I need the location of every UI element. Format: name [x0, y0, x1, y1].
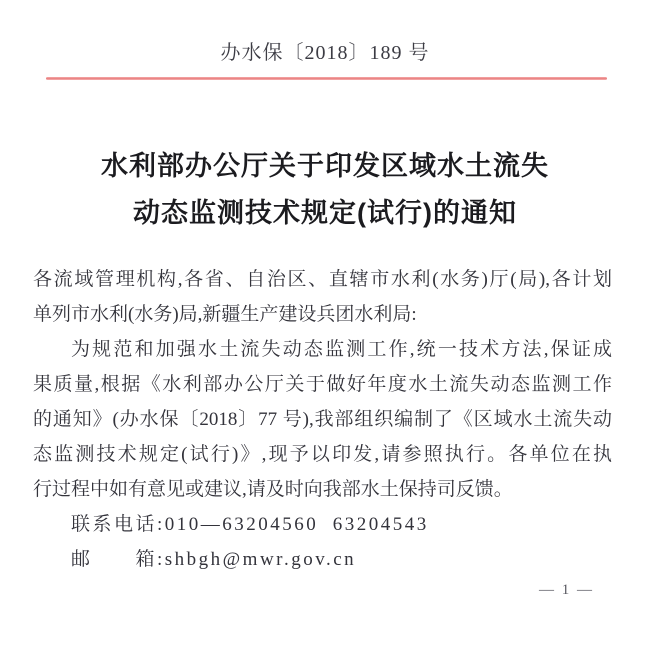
contact-phone-line: 联系电话:010—63204560 63204543: [71, 514, 429, 535]
contact-email-line: 邮 箱:shbgh@mwr.gov.cn: [71, 549, 357, 570]
page-number: — 1 —: [539, 582, 594, 598]
paragraph-line-5: 行过程中如有意见或建议,请及时向我部水土保持司反馈。: [33, 479, 513, 500]
paragraph-line-4: 态监测技术规定(试行)》,现予以印发,请参照执行。各单位在执: [33, 444, 612, 465]
salutation-line-1: 各流域管理机构,各省、自治区、直辖市水利(水务)厅(局),各计划: [33, 269, 612, 290]
document-body: [33, 262, 612, 577]
document-number: 办水保〔2018〕189 号: [220, 42, 430, 64]
paragraph-line-2: 果质量,根据《水利部办公厅关于做好年度水土流失动态监测工作: [33, 374, 612, 395]
paragraph-line-1: 为规范和加强水土流失动态监测工作,统一技术方法,保证成: [71, 339, 612, 360]
document-title-line-1: 水利部办公厅关于印发区域水土流失: [101, 151, 549, 181]
document-title-line-2: 动态监测技术规定(试行)的通知: [133, 198, 517, 228]
red-divider-line: [46, 77, 607, 80]
paragraph-line-3: 的通知》(办水保〔2018〕77 号),我部组织编制了《区域水土流失动: [33, 409, 612, 430]
document-title: [0, 143, 650, 237]
salutation-line-2: 单列市水利(水务)局,新疆生产建设兵团水利局:: [33, 304, 417, 325]
